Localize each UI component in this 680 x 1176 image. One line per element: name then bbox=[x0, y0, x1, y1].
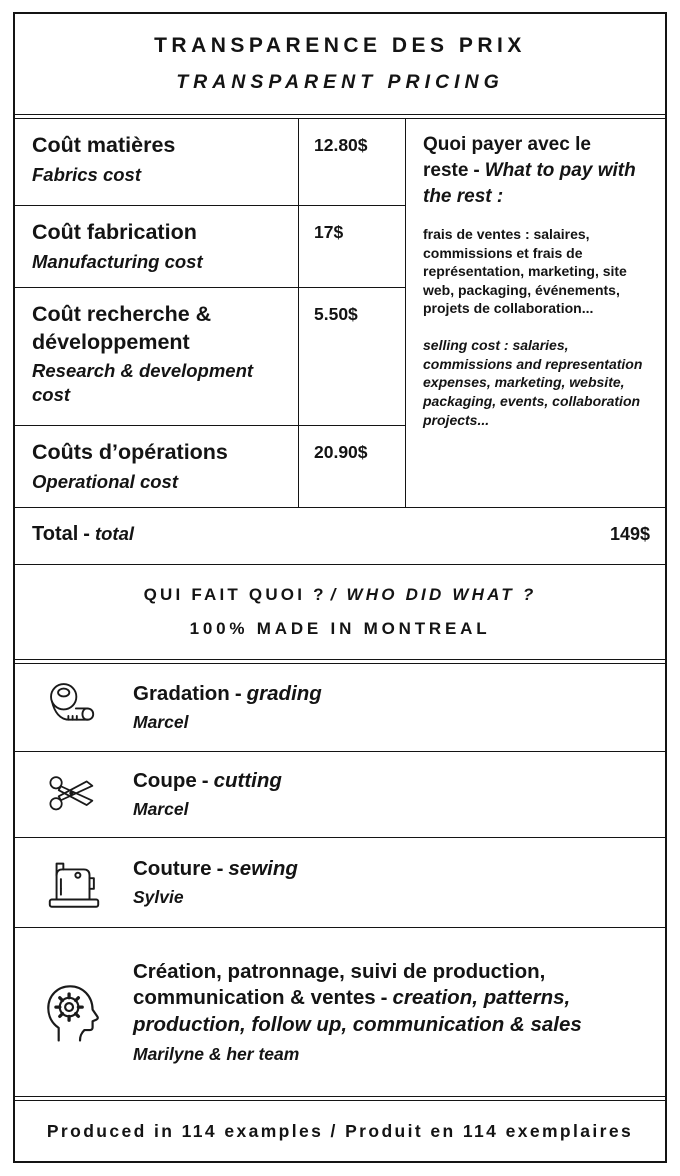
role-title-fr: Coupe bbox=[133, 768, 197, 792]
cost-row-price bbox=[298, 425, 405, 507]
roles-section bbox=[15, 663, 665, 1097]
role-title bbox=[133, 681, 639, 708]
who-line1-en: / WHO DID WHAT ? bbox=[330, 585, 537, 604]
cost-label-fr: Coût recherche & développement bbox=[32, 302, 212, 354]
total-label bbox=[32, 523, 134, 546]
who-line1-fr: QUI FAIT QUOI ? bbox=[143, 585, 327, 604]
role-row-gradation bbox=[15, 664, 665, 751]
cost-label-fr: Coûts d’opérations bbox=[32, 440, 228, 464]
note-cell bbox=[405, 119, 665, 507]
role-person: Marcel bbox=[133, 799, 189, 820]
page-title-fr: TRANSPARENCE DES PRIX bbox=[154, 34, 526, 57]
cost-row-label bbox=[15, 205, 298, 287]
note-heading bbox=[423, 132, 649, 210]
role-title bbox=[133, 959, 639, 1039]
production-count-label: Produced in 114 examples / Produit en 114 exemplaires bbox=[46, 1120, 634, 1141]
pricing-card bbox=[13, 12, 667, 1163]
cost-table bbox=[15, 119, 665, 561]
role-text bbox=[133, 671, 665, 744]
cost-label-en: Fabrics cost bbox=[32, 163, 141, 185]
note-heading-en: What to pay with the rest : bbox=[423, 160, 636, 208]
total-value: 149$ bbox=[609, 524, 650, 544]
role-row-coupe bbox=[15, 751, 665, 837]
cost-label-en: Manufacturing cost bbox=[32, 250, 203, 272]
cost-table-section bbox=[15, 118, 665, 561]
role-title-fr: Couture bbox=[133, 856, 212, 880]
cost-price: 20.90$ bbox=[314, 442, 368, 462]
note-body-en: selling cost : salaries, commissions and representation expenses, marketing, website, packaging, events, collaboration projects... bbox=[423, 337, 643, 428]
cost-row-label bbox=[15, 119, 298, 205]
role-title bbox=[133, 768, 639, 795]
cost-label-fr: Coût matières bbox=[32, 133, 176, 157]
total-label-fr: Total bbox=[32, 523, 79, 545]
cost-row-label bbox=[15, 425, 298, 507]
role-title-fr: Gradation bbox=[133, 681, 230, 705]
note-body-fr: frais de ventes : salaires, commissions et frais de représentation, marketing, site web, packaging, événements, projets de collaboration... bbox=[423, 226, 627, 317]
role-row-creation bbox=[15, 927, 665, 1096]
dash-separator: - bbox=[234, 681, 242, 705]
dash-separator: - bbox=[83, 523, 90, 545]
cost-price: 12.80$ bbox=[314, 135, 368, 155]
role-person: Marilyne & her team bbox=[133, 1043, 300, 1064]
cost-row-price bbox=[298, 119, 405, 205]
cost-row-price bbox=[298, 205, 405, 287]
who-line1 bbox=[144, 585, 537, 605]
note-heading-fr: Quoi payer avec le reste bbox=[423, 134, 591, 182]
cost-price: 17$ bbox=[314, 222, 344, 242]
dash-separator: - bbox=[380, 986, 388, 1010]
role-title-en: sewing bbox=[228, 856, 298, 880]
page-title-en: TRANSPARENT PRICING bbox=[176, 71, 504, 93]
cost-price: 5.50$ bbox=[314, 304, 358, 324]
role-row-couture bbox=[15, 837, 665, 927]
role-person: Marcel bbox=[133, 712, 189, 733]
cost-label-en: Operational cost bbox=[32, 470, 178, 492]
sewing-machine-icon bbox=[15, 852, 133, 914]
footer-section bbox=[15, 1100, 665, 1161]
measuring-tape-icon bbox=[15, 678, 133, 738]
role-title bbox=[133, 856, 639, 883]
dash-separator: - bbox=[216, 856, 224, 880]
cost-label-fr: Coût fabrication bbox=[32, 220, 197, 244]
header-section bbox=[15, 14, 665, 115]
cost-row-price bbox=[298, 287, 405, 425]
role-title-fr: Création, patronnage, suivi de production, communication & ventes bbox=[133, 959, 546, 1010]
total-label-en: total bbox=[94, 523, 135, 544]
role-person: Sylvie bbox=[133, 887, 184, 908]
dash-separator: - bbox=[201, 768, 209, 792]
role-text bbox=[133, 949, 665, 1076]
role-text bbox=[133, 846, 665, 919]
head-gear-icon bbox=[15, 977, 133, 1047]
cost-row-label bbox=[15, 287, 298, 425]
who-did-what-section bbox=[15, 564, 665, 660]
role-text bbox=[133, 758, 665, 831]
dash-separator: - bbox=[473, 160, 480, 182]
cost-label-en: Research & development cost bbox=[32, 360, 254, 406]
made-in-montreal-label: 100% MADE IN MONTREAL bbox=[189, 619, 491, 638]
role-title-en: creation, patterns, production, follow up, communication & sales bbox=[133, 986, 582, 1036]
role-title-en: grading bbox=[246, 681, 322, 705]
scissors-icon bbox=[15, 767, 133, 823]
total-row bbox=[15, 507, 665, 561]
role-title-en: cutting bbox=[213, 768, 282, 792]
